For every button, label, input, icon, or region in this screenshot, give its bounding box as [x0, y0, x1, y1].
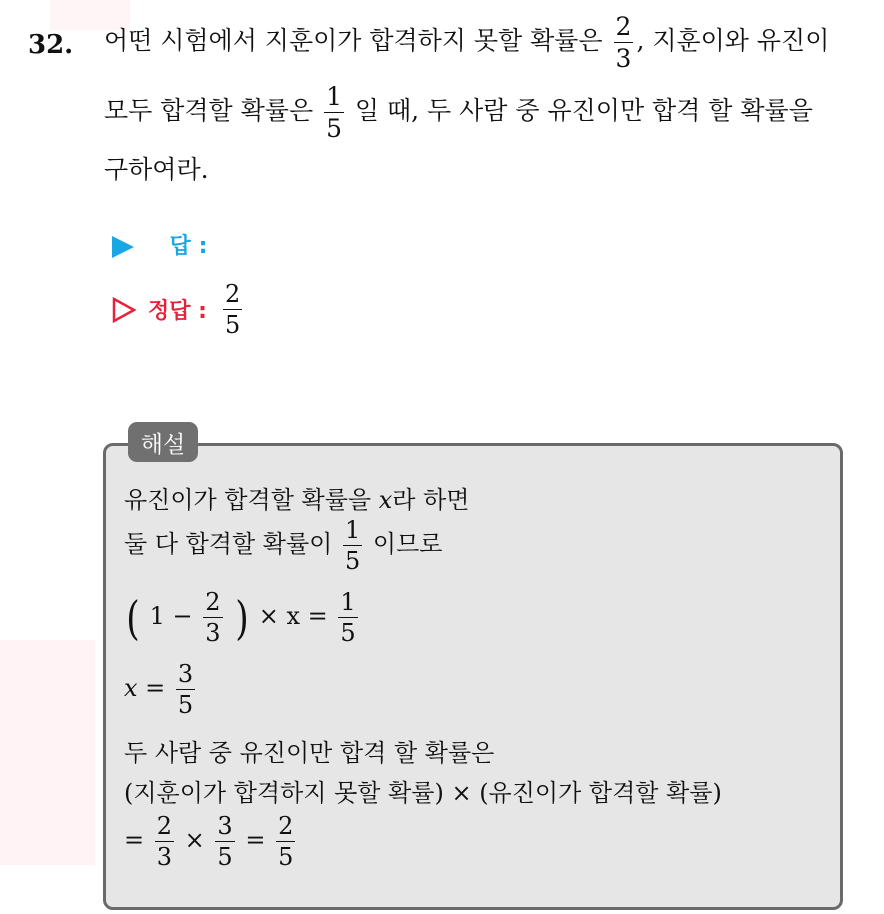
equation-term: =	[245, 826, 266, 854]
fraction-denominator: 3	[615, 44, 632, 73]
question-line-3: 구하여라.	[104, 155, 209, 184]
fraction-numerator: 3	[217, 812, 233, 840]
correct-answer-label: 정답 :	[148, 299, 207, 324]
fraction	[203, 590, 222, 645]
equation-term: × x =	[258, 602, 328, 630]
fraction-denominator: 5	[177, 691, 194, 719]
fraction	[215, 814, 234, 869]
equation-term: =	[124, 826, 145, 854]
outline-arrow-icon	[112, 297, 136, 323]
solution-line-2	[124, 518, 442, 573]
question-text: 일 때, 두 사람 중 유진이만 합격 할 확률을	[354, 96, 813, 125]
fraction-denominator: 3	[205, 619, 221, 647]
question-text: , 지훈이와 유진이	[636, 26, 830, 55]
correct-answer-row	[112, 282, 245, 337]
solution-line-5: 두 사람 중 유진이만 합격 할 확률은	[124, 739, 495, 767]
fraction-numerator: 3	[177, 660, 194, 688]
fraction-numerator: 1	[326, 82, 342, 111]
equation-term: ×	[184, 826, 205, 854]
answer-row	[112, 229, 207, 260]
equation-term: x =	[124, 674, 166, 702]
answer-label: 답 :	[169, 234, 208, 259]
fraction	[343, 518, 362, 573]
fraction-denominator: 5	[326, 114, 342, 143]
question-line-1	[104, 14, 829, 71]
fraction	[614, 14, 634, 71]
solution-tag: 해설	[128, 422, 198, 462]
solution-equation-3	[124, 814, 298, 869]
right-paren: )	[235, 590, 249, 645]
fraction	[276, 814, 295, 869]
solution-line-6: (지훈이가 합격하지 못할 확률) × (유진이가 합격할 확률)	[124, 779, 722, 807]
solution-text: 유진이가 합격할 확률을	[124, 486, 372, 514]
fraction-denominator: 5	[217, 843, 233, 871]
solution-equation-2	[124, 662, 198, 717]
fraction-numerator: 1	[345, 516, 361, 544]
question-number: 32.	[28, 30, 74, 60]
solution-text: 이므로	[372, 530, 443, 558]
solution-text: 둘 다 합격할 확률이	[124, 530, 333, 558]
question-text: 어떤 시험에서 지훈이가 합격하지 못할 확률은	[104, 26, 603, 55]
fraction	[324, 84, 344, 141]
fraction	[155, 814, 174, 869]
variable-x: x	[378, 486, 393, 514]
fraction-numerator: 1	[340, 588, 356, 616]
decorative-pink-block	[0, 640, 95, 865]
correct-answer-fraction	[223, 282, 242, 337]
solution-text: 라 하면	[392, 486, 470, 514]
fraction-denominator: 5	[340, 619, 356, 647]
left-paren: (	[126, 590, 140, 645]
fraction-denominator: 3	[156, 843, 173, 871]
fraction-numerator: 2	[156, 812, 173, 840]
fraction-denominator: 5	[224, 311, 241, 339]
fraction	[338, 590, 357, 645]
fraction-numerator: 2	[615, 12, 632, 41]
fraction-numerator: 2	[278, 812, 294, 840]
fraction-denominator: 5	[345, 547, 361, 575]
fraction-denominator: 5	[278, 843, 294, 871]
play-arrow-icon	[112, 236, 134, 258]
solution-equation-1	[124, 590, 361, 645]
fraction-numerator: 2	[205, 588, 221, 616]
question-line-2	[104, 84, 813, 141]
fraction-numerator: 2	[224, 280, 241, 308]
question-text: 모두 합격할 확률은	[104, 96, 314, 125]
equation-term: 1 −	[149, 602, 193, 630]
solution-line-1	[124, 480, 469, 515]
fraction	[176, 662, 195, 717]
